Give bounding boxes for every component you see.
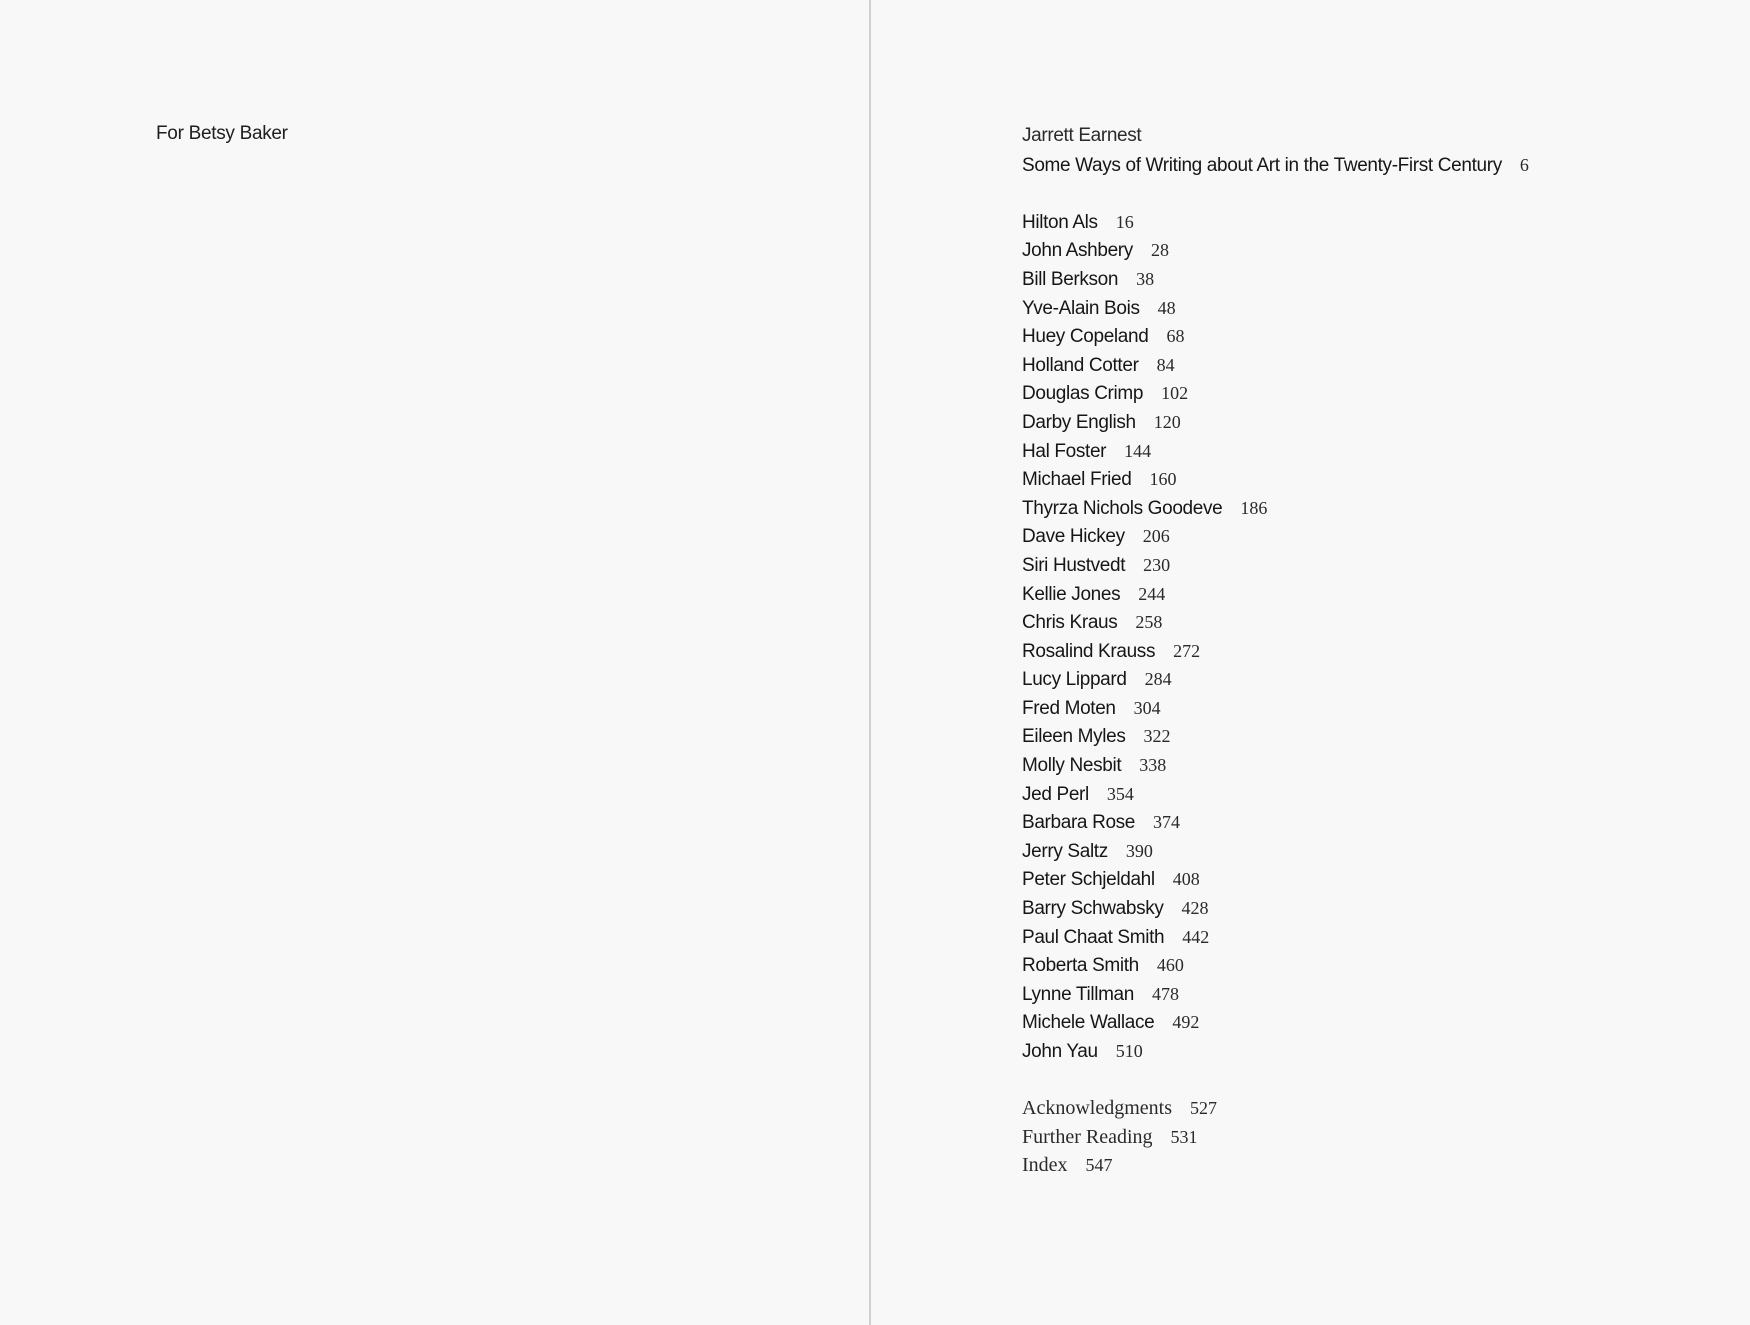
contributor-name: Roberta Smith [1022,955,1139,977]
contributors-list [1022,208,1722,1066]
page-number: 16 [1115,211,1134,232]
table-of-contents [1022,122,1722,1180]
page-number: 531 [1170,1126,1198,1147]
page-number: 322 [1143,726,1171,747]
page-number: 284 [1144,669,1172,690]
contributor-name: Peter Schjeldahl [1022,869,1155,891]
contributor-name: Fred Moten [1022,697,1116,719]
page-number: 186 [1240,497,1268,518]
contributor-name: Hilton Als [1022,211,1098,233]
contributor-name: Holland Cotter [1022,354,1139,376]
page-number: 478 [1151,983,1179,1004]
contributor-name: Bill Berkson [1022,268,1119,290]
toc-entry [1022,1037,1722,1066]
page-number: 354 [1106,783,1134,804]
page-number: 492 [1172,1012,1200,1033]
toc-entry [1022,665,1722,694]
section-gap [1022,1066,1722,1095]
contributor-name: Molly Nesbit [1022,755,1122,777]
page-number: 68 [1166,326,1185,347]
toc-entry [1022,465,1722,494]
page-number: 230 [1143,554,1171,575]
toc-entry [1022,1008,1722,1037]
toc-entry [1022,751,1722,780]
page-number: 102 [1161,383,1189,404]
page-number: 390 [1125,840,1153,861]
page-number: 527 [1189,1098,1217,1119]
toc-entry [1022,322,1722,351]
contributor-name: Lynne Tillman [1022,983,1134,1005]
toc-entry [1022,437,1722,466]
toc-entry [1022,722,1722,751]
toc-entry [1022,923,1722,952]
toc-entry [1022,694,1722,723]
contributor-name: Darby English [1022,411,1136,433]
page-number: 460 [1156,955,1184,976]
page-number: 160 [1149,469,1177,490]
contributor-name: John Ashbery [1022,240,1133,262]
toc-entry [1022,980,1722,1009]
contributor-name: Chris Kraus [1022,612,1118,634]
intro-page-number: 6 [1519,154,1529,175]
dedication: For Betsy Baker [156,123,288,144]
toc-entry [1022,1151,1722,1180]
intro-author: Jarrett Earnest [1022,125,1142,146]
toc-entry [1022,265,1722,294]
toc-entry [1022,1123,1722,1152]
back-matter-label: Index [1022,1154,1068,1177]
toc-entry [1022,408,1722,437]
contributor-name: Barry Schwabsky [1022,898,1164,920]
toc-entry [1022,208,1722,237]
left-page [0,0,870,1325]
contributor-name: Jerry Saltz [1022,840,1108,862]
contributor-name: Eileen Myles [1022,726,1126,748]
contributor-name: John Yau [1022,1041,1098,1062]
page-number: 408 [1172,869,1200,890]
page-number: 547 [1085,1155,1113,1176]
toc-entry [1022,379,1722,408]
contributor-name: Dave Hickey [1022,526,1125,548]
section-gap [1022,179,1722,208]
toc-entry [1022,837,1722,866]
page-number: 374 [1153,812,1181,833]
page-number: 510 [1115,1041,1143,1061]
page-number: 272 [1173,640,1201,661]
page-number: 244 [1138,583,1166,604]
toc-entry [1022,865,1722,894]
page-number: 120 [1153,411,1181,432]
contributor-name: Douglas Crimp [1022,383,1144,405]
right-page [871,0,1750,1325]
toc-entry [1022,1094,1722,1123]
contributor-name: Siri Hustvedt [1022,554,1126,576]
toc-entry [1022,551,1722,580]
toc-entry [1022,780,1722,809]
contributor-name: Thyrza Nichols Goodeve [1022,497,1223,519]
contributor-name: Jed Perl [1022,783,1089,805]
contributor-name: Paul Chaat Smith [1022,926,1165,948]
back-matter-label: Further Reading [1022,1125,1153,1148]
contributor-name: Lucy Lippard [1022,669,1127,691]
toc-entry [1022,951,1722,980]
contributor-name: Michael Fried [1022,469,1132,491]
contributor-name: Yve-Alain Bois [1022,297,1140,319]
toc-entry [1022,808,1722,837]
page-number: 428 [1181,898,1209,919]
contributor-name: Kellie Jones [1022,583,1121,605]
toc-entry [1022,294,1722,323]
contributor-name: Hal Foster [1022,440,1107,462]
toc-entry [1022,236,1722,265]
page-number: 442 [1182,926,1210,947]
page-number: 28 [1150,240,1169,261]
toc-entry [1022,580,1722,609]
page-number: 206 [1142,526,1170,547]
toc-entry [1022,894,1722,923]
back-matter-list [1022,1094,1722,1180]
contributor-name: Michele Wallace [1022,1012,1155,1034]
back-matter-label: Acknowledgments [1022,1097,1172,1120]
page-number: 48 [1157,297,1176,318]
page-number: 144 [1124,440,1152,461]
contributor-name: Barbara Rose [1022,812,1136,834]
toc-entry [1022,351,1722,380]
page-number: 338 [1139,755,1167,776]
page-number: 258 [1135,612,1163,633]
contributor-name: Rosalind Krauss [1022,640,1156,662]
page-number: 38 [1136,268,1155,289]
contributor-name: Huey Copeland [1022,326,1149,348]
intro-entry [1022,151,1722,180]
toc-entry [1022,522,1722,551]
toc-entry [1022,608,1722,637]
intro-title: Some Ways of Writing about Art in the Twenty-First Century [1022,154,1502,176]
toc-entry [1022,494,1722,523]
page-number: 304 [1133,697,1161,718]
toc-entry [1022,637,1722,666]
page-number: 84 [1156,354,1175,375]
